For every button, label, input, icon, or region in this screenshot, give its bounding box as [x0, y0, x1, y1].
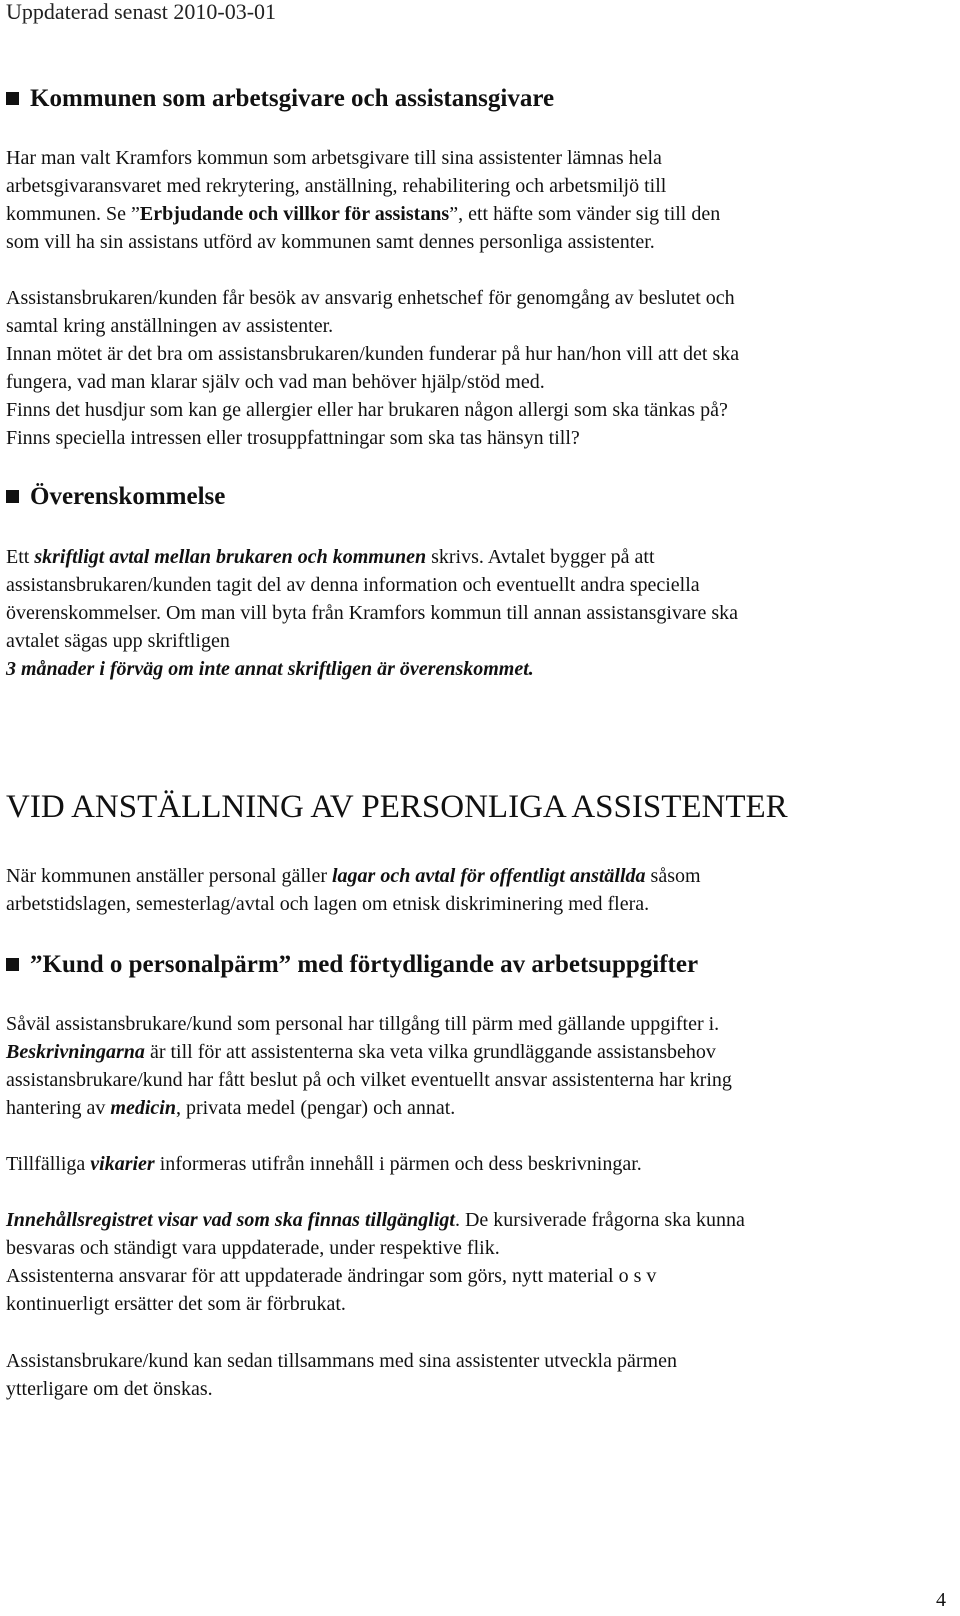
notice-period-emphasis: 3 månader i förväg om inte annat skriftligen är överenskommet. [6, 658, 534, 680]
laws-emphasis: lagar och avtal för offentligt anställda [332, 865, 646, 887]
paragraph-employer-intro: Har man valt Kramfors kommun som arbetsgivare till sina assistenter lämnas hela arbetsgivaransvaret med rekrytering, anställning, rehabilitering och arbetsmiljö till kommunen. Se ”Erbjudande och villkor för assistans”, ett häfte som vänder sig till den som vill ha sin assistans utförd av kommunen samt dennes personliga assistenter. [6, 147, 721, 253]
square-bullet-icon [6, 958, 19, 971]
paragraph-employer-visit: Assistansbrukaren/kunden får besök av ansvarig enhetschef för genomgång av beslutet och samtal kring anställningen av assistenter. Innan mötet är det bra om assistansbrukaren/kunden funderar på hur han/hon vill att det ska fungera, vad man klarar själv och vad man behöver hjälp/stöd med. Finns det husdjur som kan ge allergier eller har brukaren någon allergi som ska tänkas på? Finns speciella intressen eller trosuppfattningar som ska tas hänsyn till? [6, 287, 740, 449]
descriptions-emphasis: Beskrivningarna [6, 1041, 145, 1063]
written-agreement-emphasis: skriftligt avtal mellan brukaren och kommunen [34, 546, 427, 568]
paragraph-agreement: Ett skriftligt avtal mellan brukaren och kommunen skrivs. Avtalet bygger på att assistansbrukaren/kunden tagit del av denna information och eventuellt andra speciella överenskommelser. Om man vill byta från Kramfors kommun till annan assistansgivare ska avtalet sägas upp skriftligen 3 månader i förväg om inte annat skriftligen är överenskommet. [6, 543, 946, 683]
booklet-title: Erbjudande och villkor för assistans [139, 203, 450, 225]
medicine-emphasis: medicin [110, 1097, 176, 1119]
heading-hiring: VID ANSTÄLLNING AV PERSONLIGA ASSISTENTER [6, 789, 788, 825]
paragraph-binder-register: Innehållsregistret visar vad som ska finnas tillgängligt. De kursiverade frågorna ska kunna besvaras och ständigt vara uppdaterade, under respektive flik. Assistenterna ansvarar för att uppdaterade ändringar som görs, nytt material o s v kontinuerligt ersätter det som är förbrukat. [6, 1209, 745, 1315]
page-number: 4 [936, 1589, 946, 1611]
heading-employer: Kommunen som arbetsgivare och assistansgivare [6, 84, 946, 114]
heading-agreement: Överenskommelse [6, 482, 946, 512]
substitutes-emphasis: vikarier [90, 1153, 155, 1175]
square-bullet-icon [6, 490, 19, 503]
heading-binder: ”Kund o personalpärm” med förtydligande av arbetsuppgifter [6, 950, 946, 980]
last-updated-header: Uppdaterad senast 2010-03-01 [6, 0, 277, 24]
paragraph-binder-development: Assistansbrukare/kund kan sedan tillsammans med sina assistenter utveckla pärmen ytterligare om det önskas. [6, 1350, 677, 1400]
square-bullet-icon [6, 92, 19, 105]
paragraph-binder-descriptions: Såväl assistansbrukare/kund som personal har tillgång till pärm med gällande uppgifter i. Beskrivningarna är till för att assistenterna ska veta vilka grundläggande assistansbehov assistansbrukare/kund har fått beslut på och vilket eventuellt ansvar assistenterna har kring hantering av medicin, privata medel (pengar) och annat. [6, 1013, 732, 1119]
paragraph-hiring: När kommunen anställer personal gäller lagar och avtal för offentligt anställda såsom arbetstidslagen, semesterlag/avtal och lagen om etnisk diskriminering med flera. [6, 865, 701, 915]
register-emphasis: Innehållsregistret visar vad som ska finnas tillgängligt [6, 1209, 455, 1231]
paragraph-binder-substitutes: Tillfälliga vikarier informeras utifrån innehåll i pärmen och dess beskrivningar. [6, 1153, 642, 1175]
